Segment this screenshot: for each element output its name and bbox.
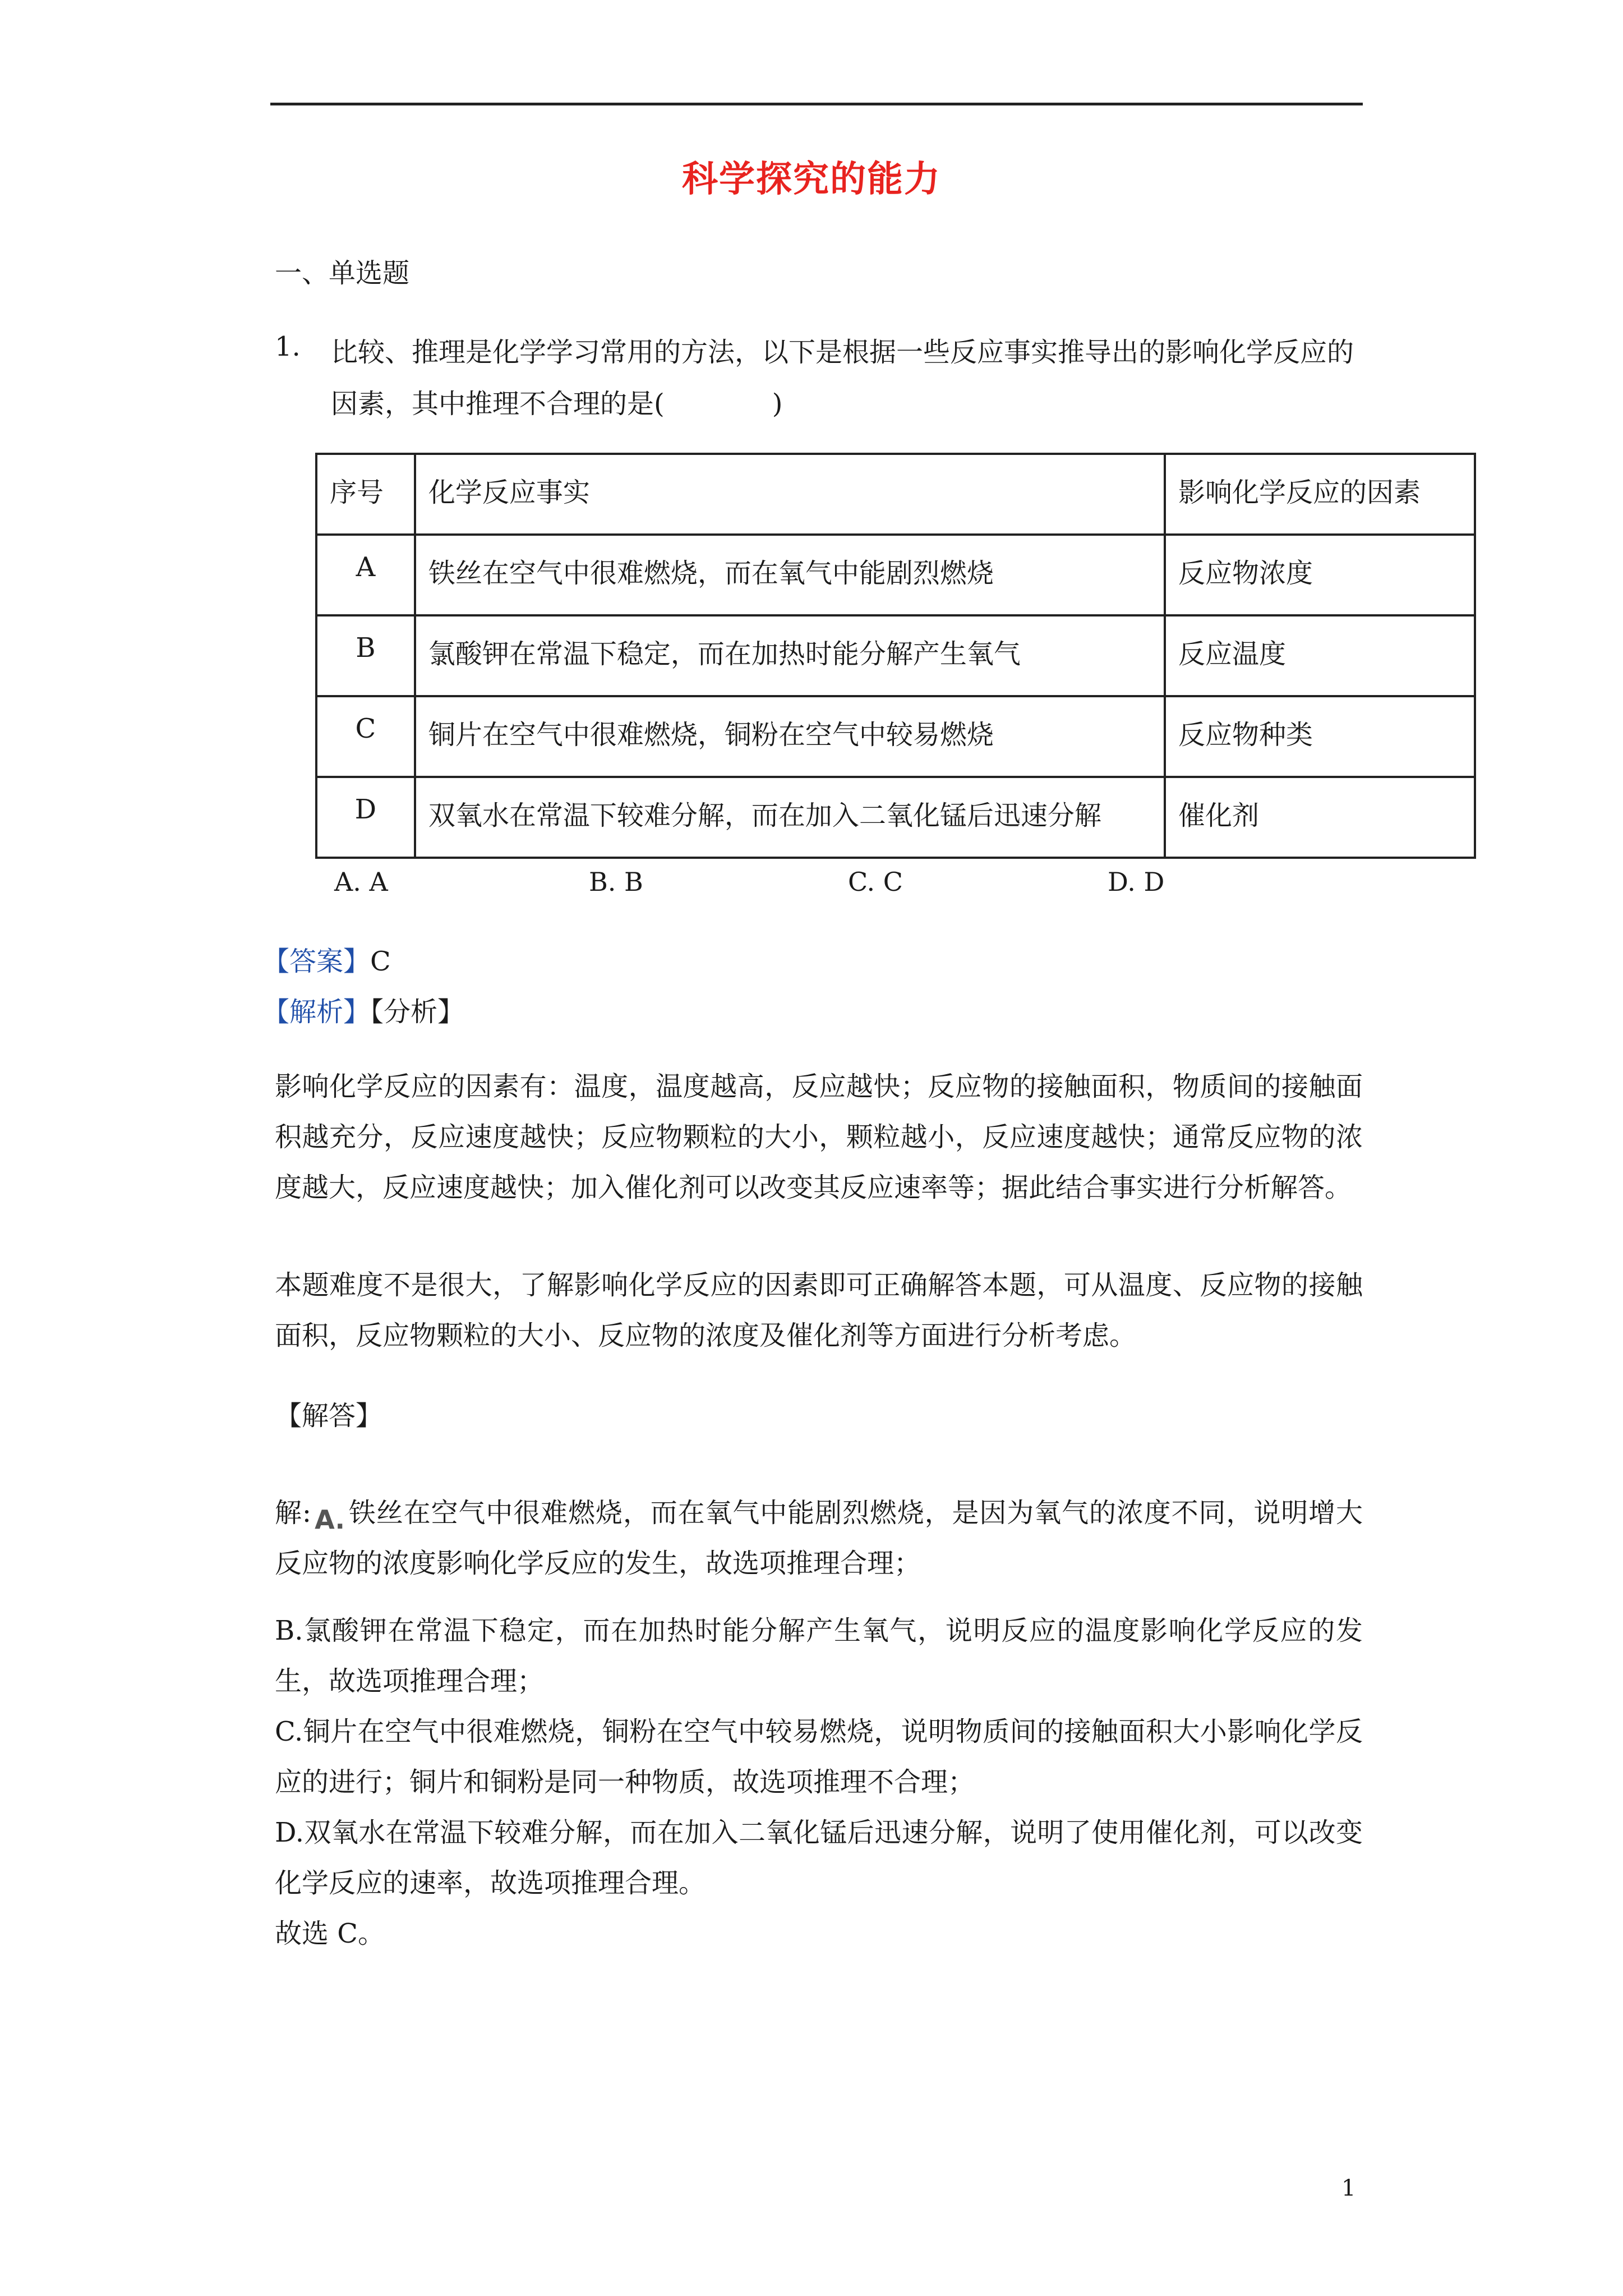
table-header-cell: 影响化学反应的因素 [1165, 454, 1475, 535]
analysis-paragraph-2: 本题难度不是很大，了解影响化学反应的因素即可正确解答本题，可从温度、反应物的接触面积，反应物颗粒的大小、反应物的浓度及催化剂等方面进行分析考虑。 [275, 1269, 1363, 1351]
section-heading: 一、单选题 [275, 257, 410, 289]
solution-item-c: C.铜片在空气中很难燃烧，铜粉在空气中较易燃烧，说明物质间的接触面积大小影响化学反应的进行；铜片和铜粉是同一种物质，故选项推理不合理； [275, 1716, 1363, 1798]
table-cell: 铜片在空气中很难燃烧，铜粉在空气中较易燃烧 [415, 696, 1165, 777]
page-title: 科学探究的能力 [682, 158, 941, 200]
table-cell: 双氧水在常温下较难分解，而在加入二氧化锰后迅速分解 [415, 777, 1165, 858]
table-cell: C [316, 696, 415, 777]
table-cell: A [316, 535, 415, 615]
option-c: C. C [848, 867, 903, 897]
solution-a-label: A. [315, 1504, 345, 1535]
table-row [316, 615, 1475, 696]
header-rule [270, 103, 1363, 105]
solution-item-b: B.氯酸钾在常温下稳定，而在加热时能分解产生氧气，说明反应的温度影响化学反应的发生，故选项推理合理； [275, 1615, 1363, 1697]
analysis-paragraph-1: 影响化学反应的因素有：温度，温度越高，反应越快；反应物的接触面积，物质间的接触面积越充分，反应速度越快；反应物颗粒的大小，颗粒越小，反应速度越快；通常反应物的浓度越大，反应速度越快；加入催化剂可以改变其反应速率等；据此结合事实进行分析解答。 [275, 1071, 1363, 1203]
table-cell: 催化剂 [1165, 777, 1475, 858]
solution-prefix: 解: [275, 1497, 312, 1529]
question-text: 比较、推理是化学学习常用的方法，以下是根据一些反应事实推导出的影响化学反应的因素，其中推理不合理的是( ) [331, 337, 1354, 420]
table-row [316, 777, 1475, 858]
solution-heading: 【解答】 [275, 1400, 383, 1432]
table-header-cell: 化学反应事实 [415, 454, 1165, 535]
analysis-sub-label: 【分析】 [370, 996, 465, 1028]
table-cell: 反应物种类 [1165, 696, 1475, 777]
table-cell: D [316, 777, 415, 858]
table-header-row [316, 454, 1475, 535]
question-number: 1. [275, 331, 301, 362]
option-b: B. B [589, 867, 643, 897]
table-cell: 反应温度 [1165, 615, 1475, 696]
answer-line [262, 940, 391, 978]
table-row [316, 535, 1475, 615]
solution-item-d: D.双氧水在常温下较难分解，而在加入二氧化锰后迅速分解，说明了使用催化剂，可以改变化学反应的速率，故选项推理合理。 [275, 1817, 1363, 1899]
solution-conclusion: 故选 C。 [275, 1918, 385, 1949]
table-cell: 铁丝在空气中很难燃烧，而在氧气中能剧烈燃烧 [415, 535, 1165, 615]
option-a: A. A [334, 867, 388, 897]
table-cell: 氯酸钾在常温下稳定，而在加热时能分解产生氧气 [415, 615, 1165, 696]
table-cell: 反应物浓度 [1165, 535, 1475, 615]
analysis-label: 【解析】 [262, 996, 371, 1028]
page-number: 1 [1341, 2175, 1356, 2201]
table-header-cell: 序号 [316, 454, 415, 535]
answer-value: C [370, 946, 391, 977]
answer-label: 【答案】 [262, 946, 371, 977]
table-row [316, 696, 1475, 777]
solution-a-text: 铁丝在空气中很难燃烧，而在氧气中能剧烈燃烧，是因为氧气的浓度不同，说明增大反应物的浓度影响化学反应的发生，故选项推理合理； [275, 1497, 1363, 1579]
solution-item-a [275, 1488, 1363, 1589]
option-d: D. D [1108, 867, 1165, 897]
table-cell: B [316, 615, 415, 696]
analysis-heading [262, 990, 464, 1029]
reaction-facts-table [315, 453, 1476, 859]
